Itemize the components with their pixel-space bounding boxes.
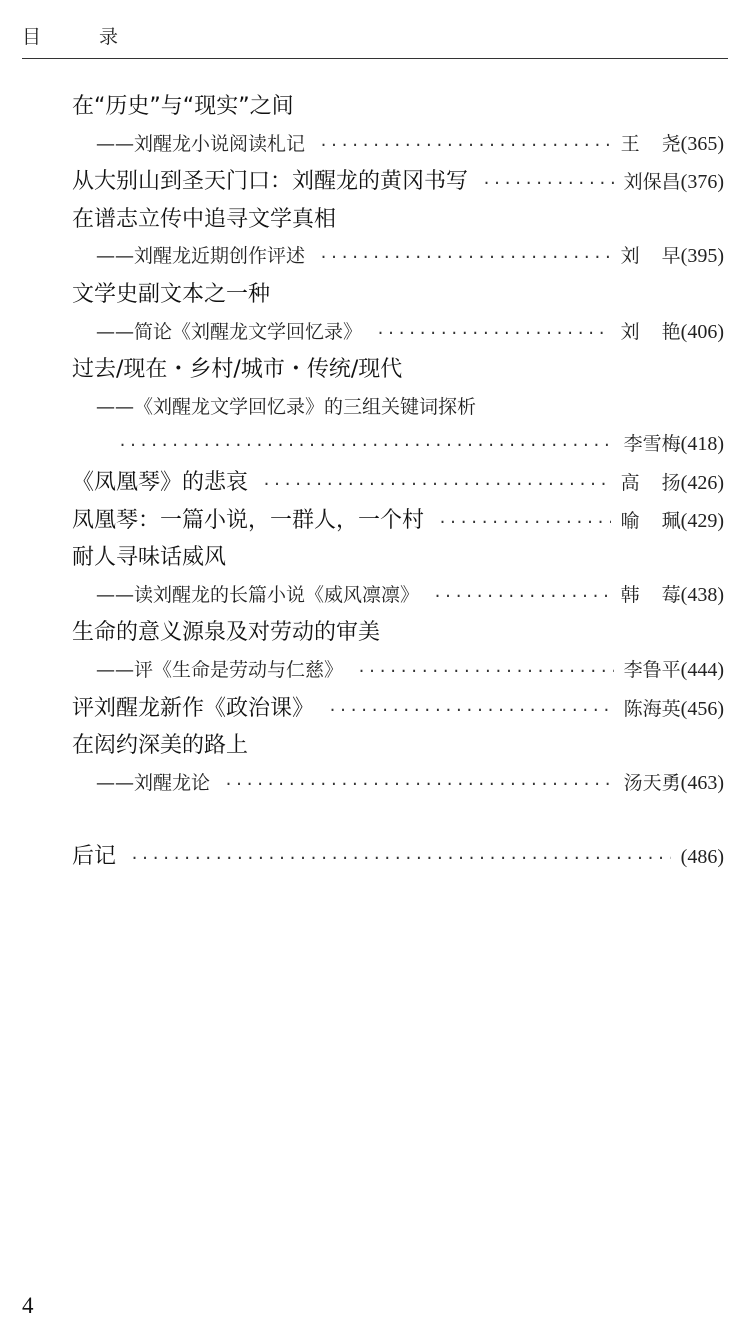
page-number: 4	[22, 1293, 34, 1318]
entry-title: 在“历史”与“现实”之间	[72, 94, 294, 119]
entry-author: 陈海英	[623, 697, 681, 720]
entry-page: (486)	[680, 846, 724, 869]
toc-entry[interactable]	[72, 389, 724, 427]
entry-subtitle: ——读刘醒龙的长篇小说《威风凛凛》	[96, 583, 420, 606]
toc-entry[interactable]	[72, 614, 724, 652]
leader-dots	[438, 504, 611, 542]
entry-subtitle: ——评《生命是劳动与仁慈》	[96, 658, 344, 681]
toc-entry[interactable]	[72, 201, 724, 239]
toc-entry[interactable]	[72, 351, 724, 389]
entry-page: (406)	[680, 320, 724, 343]
entry-title: 凤凰琴：一篇小说，一群人，一个村	[72, 507, 425, 533]
leader-dots	[328, 692, 614, 730]
entry-title: 过去/现在・乡村/城市・传统/现代	[72, 357, 403, 383]
entry-page: (444)	[680, 658, 724, 681]
entry-author: 刘	[620, 320, 662, 343]
entry-title: 后记	[72, 844, 117, 870]
leader-dots	[118, 427, 614, 465]
entry-page: (429)	[680, 509, 724, 532]
toc-entry[interactable]	[72, 314, 724, 352]
entry-author: 尧	[661, 132, 681, 155]
entry-author: 李鲁平	[623, 658, 681, 681]
toc-entry[interactable]	[72, 727, 724, 765]
leader-dots	[319, 239, 611, 277]
entry-author: 刘保昌	[623, 171, 681, 194]
entry-subtitle: ——《刘醒龙文学回忆录》的三组关键词探析	[96, 395, 477, 418]
entry-subtitle: ——刘醒龙论	[96, 771, 211, 794]
entry-author: 早	[661, 245, 681, 268]
entry-page: (426)	[680, 471, 724, 494]
entry-author: 莓	[661, 583, 681, 606]
entry-title: 生命的意义源泉及对劳动的审美	[72, 620, 381, 646]
header-rule	[22, 58, 728, 59]
toc-entry[interactable]	[72, 426, 724, 464]
toc-entry[interactable]	[72, 88, 724, 126]
entry-title: 耐人寻味话威风	[72, 545, 227, 571]
toc-entry[interactable]	[72, 464, 724, 502]
entry-title: 评刘醒龙新作《政治课》	[72, 695, 315, 721]
toc-entry[interactable]	[72, 163, 724, 201]
toc-entry[interactable]	[72, 238, 724, 276]
entry-author: 王	[620, 132, 662, 155]
leader-dots	[262, 466, 611, 504]
leader-dots	[376, 315, 611, 353]
leader-dots	[357, 653, 614, 691]
entry-author: 喻	[620, 509, 662, 532]
entry-subtitle: ——简论《刘醒龙文学回忆录》	[96, 320, 363, 343]
entry-author: 李雪梅	[623, 433, 681, 456]
entry-page: (376)	[680, 171, 724, 194]
entry-author: 高	[620, 471, 662, 494]
entry-author: 珮	[661, 509, 681, 532]
entry-title: 在闳约深美的路上	[72, 733, 249, 759]
leader-dots	[433, 578, 611, 616]
toc-entry[interactable]	[72, 126, 724, 164]
entry-author: 艳	[661, 320, 681, 343]
entry-page: (365)	[680, 132, 724, 155]
leader-dots	[130, 840, 671, 878]
entry-author: 刘	[620, 245, 662, 268]
entry-subtitle: ——刘醒龙小说阅读札记	[96, 132, 306, 155]
entry-title: 文学史副文本之一种	[72, 281, 271, 307]
entry-author: 韩	[620, 583, 662, 606]
entry-page: (395)	[680, 245, 724, 268]
entry-title: 在谱志立传中追寻文学真相	[72, 206, 337, 232]
section-gap	[72, 802, 724, 838]
toc-entry-afterword[interactable]	[72, 838, 724, 876]
entry-title: 从大别山到圣天门口：刘醒龙的黄冈书写	[72, 169, 469, 195]
leader-dots	[224, 766, 614, 804]
table-of-contents	[72, 88, 724, 876]
entry-page: (463)	[680, 771, 724, 794]
entry-page: (456)	[680, 697, 724, 720]
toc-entry[interactable]	[72, 765, 724, 803]
toc-entry[interactable]	[72, 577, 724, 615]
leader-dots	[319, 127, 611, 165]
entry-author: 汤天勇	[623, 771, 681, 794]
toc-entry[interactable]	[72, 502, 724, 540]
entry-title: 《凤凰琴》的悲哀	[72, 469, 249, 495]
running-head: 目 录	[22, 26, 145, 48]
entry-subtitle: ——刘醒龙近期创作评述	[96, 245, 306, 268]
leader-dots	[482, 165, 614, 203]
entry-author: 扬	[661, 471, 681, 494]
toc-entry[interactable]	[72, 652, 724, 690]
toc-entry[interactable]	[72, 276, 724, 314]
toc-entry[interactable]	[72, 539, 724, 577]
toc-entry[interactable]	[72, 690, 724, 728]
entry-page: (438)	[680, 583, 724, 606]
entry-page: (418)	[680, 433, 724, 456]
